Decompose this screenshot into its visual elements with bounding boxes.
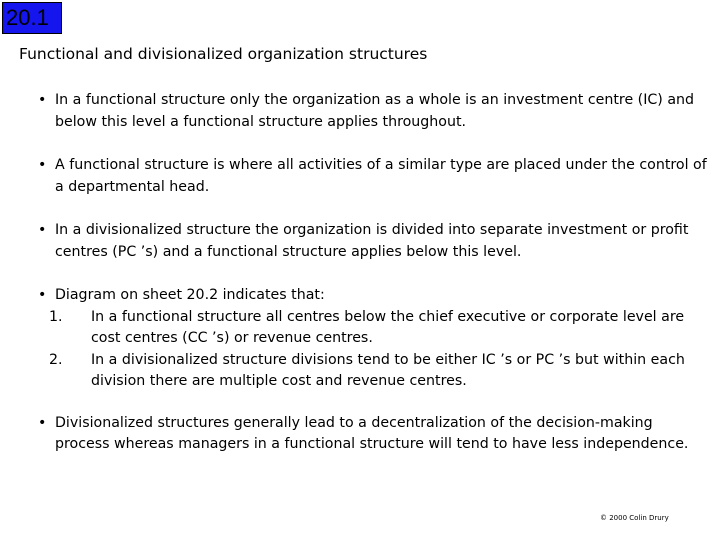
bullet-text: In a divisionalized structure the organization is divided into separate investment or profit centres (PC ’s) and a functional structure applies below this level. [55,222,689,260]
sub-item-text: In a functional structure all centres below the chief executive or corporate level are cost centres (CC ’s) or revenue centres. [91,308,685,346]
numbered-sub-item [19,350,709,393]
slide-title: Functional and divisionalized organization structures [19,45,428,63]
bullet-text: In a functional structure only the organization as a whole is an investment centre (IC) and below this level a functional structure applies throughout. [55,92,695,130]
copyright-notice: © 2000 Colin Drury [600,514,669,522]
sub-item-text: In a divisionalized structure divisions tend to be either IC ’s or PC ’s but within each division there are multiple cost and revenue centres. [91,351,685,389]
bullet-icon: • [38,222,47,238]
bullet-text: A functional structure is where all activities of a similar type are placed under the control of a departmental head. [55,157,707,195]
bullet-item [19,220,709,263]
bullet-text: Divisionalized structures generally lead to a decentralization of the decision-making process whereas managers in a functional structure will tend to have less independence. [55,414,689,452]
bullet-icon: • [38,157,47,173]
bullet-icon: • [38,92,47,108]
bullet-item [19,155,709,198]
bullet-item [19,413,709,456]
sub-item-number: 1. [49,308,63,325]
slide-number-badge: 20.1 [2,2,62,34]
slide-body [19,90,709,456]
bullet-item [19,285,709,307]
bullet-icon: • [38,414,47,431]
bullet-item [19,90,709,133]
bullet-icon: • [38,287,47,303]
sub-item-number: 2. [49,351,63,368]
numbered-sub-item [19,307,709,350]
bullet-text: Diagram on sheet 20.2 indicates that: [55,287,325,303]
